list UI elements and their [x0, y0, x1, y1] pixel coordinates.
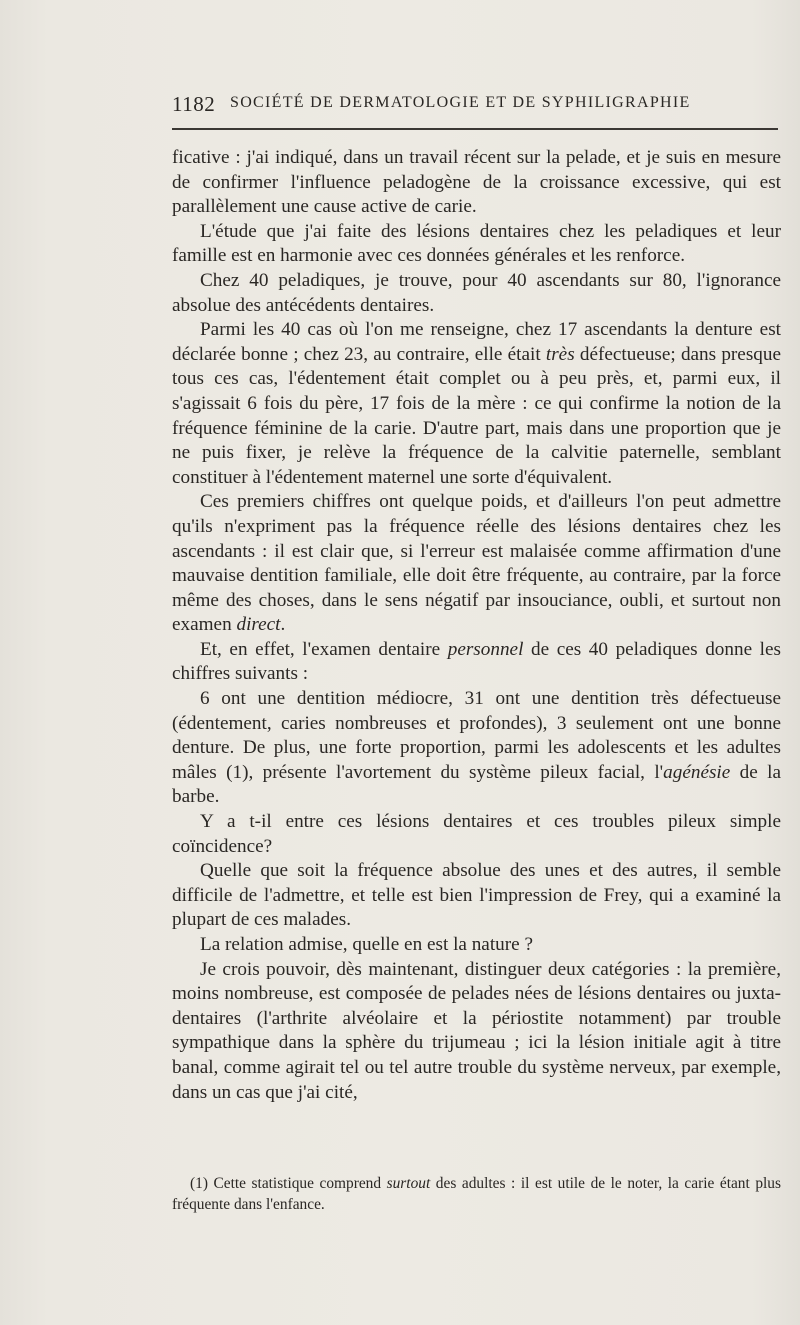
paragraph-text: Parmi les 40 cas où l'on me renseigne, chez 17 ascendants la denture est déclarée bonne ; chez 23, au contraire, elle était — [172, 319, 781, 365]
paragraph-text: de ces 40 peladiques donne les chiffres suivants : — [172, 638, 781, 685]
footnote — [172, 1174, 781, 1215]
italic-text: surtout — [386, 1175, 431, 1192]
paragraph — [172, 318, 781, 490]
header-rule — [172, 128, 778, 130]
paragraph-text: La relation admise, quelle en est la nature ? — [200, 934, 533, 955]
paragraph — [172, 859, 781, 933]
paragraph-text: de la barbe. — [172, 761, 781, 808]
body-text — [172, 146, 781, 1105]
footnote-segment: (1) Cette statistique comprend — [190, 1175, 387, 1192]
italic-text: personnel — [447, 638, 524, 660]
paragraph — [172, 638, 781, 687]
running-title: SOCIÉTÉ DE DERMATOLOGIE ET DE SYPHILIGRAPHIE — [230, 94, 691, 111]
paragraph-text: . — [280, 614, 286, 636]
footnote-segment: des adultes : il est utile de le noter, la carie étant plus fréquente dans l'enfance. — [172, 1175, 781, 1213]
paragraph-text: L'étude que j'ai faite des lésions dentaires chez les peladiques et leur famille est en harmonie avec ces données générales et les renforce. — [172, 220, 781, 267]
paragraph-text: Ces premiers chiffres ont quelque poids, et d'ailleurs l'on peut admettre qu'ils n'expriment pas la fréquence réelle des lésions dentaires chez les ascendants : il est clair que, si l'erreur est malaisée comme affirmation d'une mauvaise dentition familiale, elle doit être fréquente, au contraire, par la force même des choses, dans le sens négatif par insouciance, oubli, et surtout non examen — [172, 491, 781, 636]
paragraph — [172, 933, 781, 958]
paragraph-text: Chez 40 peladiques, je trouve, pour 40 ascendants sur 80, l'ignorance absolue des antécédents dentaires. — [172, 269, 781, 316]
paragraph-text: Y a t-il entre ces lésions dentaires et ces troubles pileux simple coïncidence? — [172, 811, 781, 857]
page-number: 1182 — [172, 92, 216, 116]
paragraph — [172, 687, 781, 810]
paragraph — [172, 146, 781, 220]
paragraph — [172, 810, 781, 859]
paragraph — [172, 269, 781, 318]
paragraph — [172, 958, 781, 1106]
page-header — [172, 92, 778, 120]
paragraph-text: Quelle que soit la fréquence absolue des unes et des autres, il semble difficile de l'admettre, et telle est bien l'impression de Frey, qui a examiné la plupart de ces malades. — [172, 860, 781, 931]
footnote-text — [172, 1174, 781, 1215]
paragraph-text: Je crois pouvoir, dès maintenant, distinguer deux catégories : la première, moins nombreuse, est composée de pelades nées de lésions dentaires ou juxta-dentaires (l'arthrite alvéolaire et la périostite notamment) par trouble sympathique dans la sphère du trijumeau ; ici la lésion initiale agit à titre banal, comme agirait tel ou tel autre trouble du système nerveux, par exemple, dans un cas que j'ai cité, — [172, 958, 781, 1103]
italic-text: très — [545, 343, 575, 365]
paragraph — [172, 490, 781, 638]
paragraph-text: défectueuse; dans presque tous ces cas, l'édentement était complet ou à peu près, et, parmi eux, il s'agissait 6 fois du père, 17 fois de la mère : ce qui confirme la notion de la fréquence féminine de la carie. D'autre part, mais dans une proportion que je ne puis fixer, je relève la fréquence de la calvitie paternelle, semblant constituer à l'édentement maternel une sorte d'équivalent. — [172, 343, 781, 488]
italic-text: direct — [236, 614, 281, 636]
paragraph-text: ficative : j'ai indiqué, dans un travail récent sur la pelade, et je suis en mesure de confirmer l'influence peladogène de la croissance excessive, qui est parallèlement une cause active de carie. — [172, 147, 781, 218]
paragraph — [172, 220, 781, 269]
italic-text: agénésie — [663, 761, 731, 783]
paragraph-text: 6 ont une dentition médiocre, 31 ont une dentition très défectueuse (édentement, caries nombreuses et profondes), 3 seulement ont une bonne denture. De plus, une forte proportion, parmi les adolescents et les adultes mâles (1), présente l'avortement du système pileux facial, l' — [172, 688, 781, 783]
paragraph-text: Et, en effet, l'examen dentaire — [200, 638, 448, 660]
